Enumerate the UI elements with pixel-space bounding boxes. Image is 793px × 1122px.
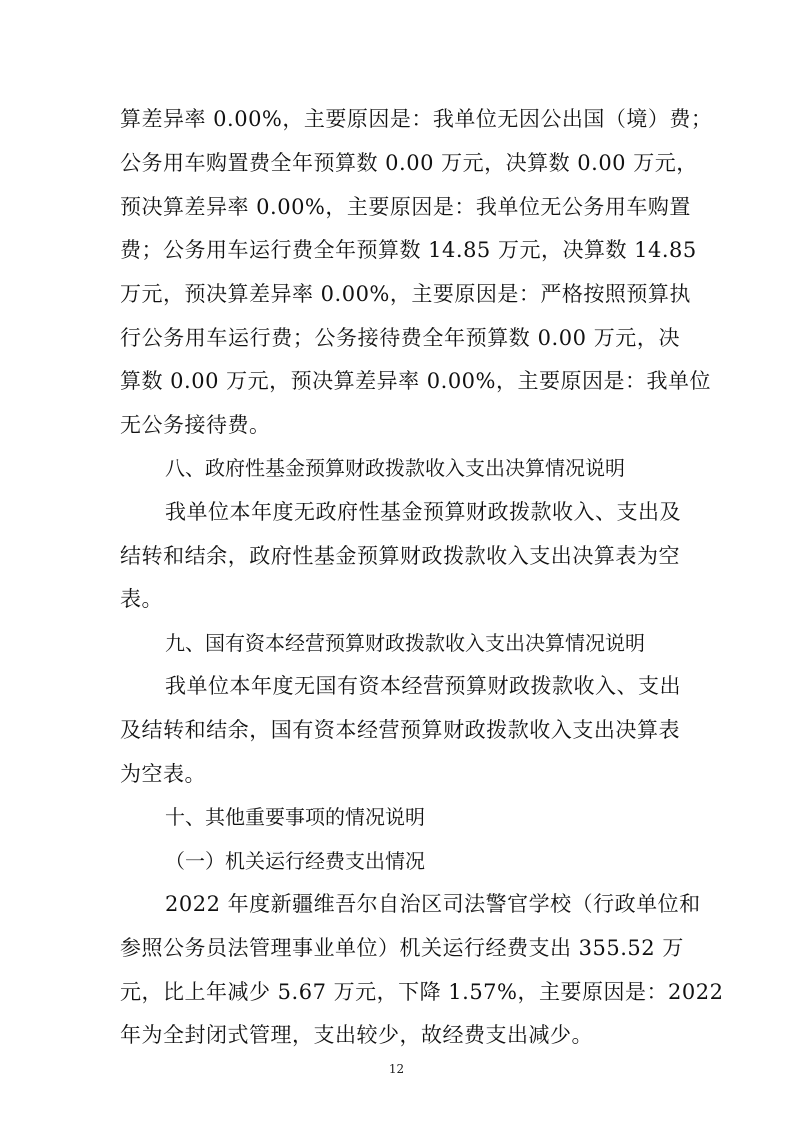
paragraph-line: 费；公务用车运行费全年预算数 14.85 万元，决算数 14.85	[120, 238, 697, 262]
section-heading-8: 八、政府性基金预算财政拨款收入支出决算情况说明	[165, 456, 625, 480]
paragraph-line: 表。	[120, 587, 163, 611]
paragraph-line: 年为全封闭式管理，支出较少，故经费支出减少。	[120, 1023, 593, 1047]
section-heading-9: 九、国有资本经营预算财政拨款收入支出决算情况说明	[165, 631, 645, 655]
paragraph-line: 参照公务员法管理事业单位）机关运行经费支出 355.52 万	[120, 936, 684, 960]
paragraph-line: 无公务接待费。	[120, 413, 271, 437]
paragraph-line: 算数 0.00 万元，预决算差异率 0.00%，主要原因是：我单位	[120, 369, 711, 393]
page-number: 12	[388, 1062, 405, 1076]
paragraph-line: 预决算差异率 0.00%，主要原因是：我单位无公务用车购置	[120, 195, 691, 219]
paragraph-line: 我单位本年度无政府性基金预算财政拨款收入、支出及	[165, 500, 681, 524]
section-heading-10: 十、其他重要事项的情况说明	[165, 805, 425, 829]
paragraph-line: 元，比上年减少 5.67 万元，下降 1.57%，主要原因是：2022	[120, 980, 724, 1004]
paragraph-line: 及结转和结余，国有资本经营预算财政拨款收入支出决算表	[120, 718, 680, 742]
paragraph-line: 2022 年度新疆维吾尔自治区司法警官学校（行政单位和	[165, 892, 701, 916]
paragraph-line: 行公务用车运行费；公务接待费全年预算数 0.00 万元，决	[120, 326, 680, 350]
paragraph-line: 为空表。	[120, 762, 206, 786]
paragraph-line: 万元，预决算差异率 0.00%，主要原因是：严格按照预算执	[120, 282, 691, 306]
paragraph-line: 算差异率 0.00%，主要原因是：我单位无因公出国（境）费；	[120, 107, 713, 131]
paragraph-line: 公务用车购置费全年预算数 0.00 万元，决算数 0.00 万元，	[120, 151, 698, 175]
paragraph-line: 结转和结余，政府性基金预算财政拨款收入支出决算表为空	[120, 544, 680, 568]
paragraph-line: 我单位本年度无国有资本经营预算财政拨款收入、支出	[165, 674, 681, 698]
subsection-heading-10-1: （一）机关运行经费支出情况	[165, 849, 425, 873]
